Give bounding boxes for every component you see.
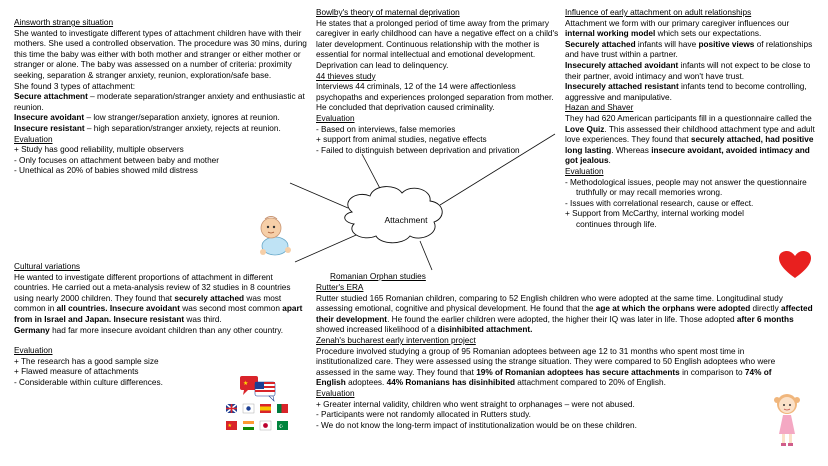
cultural-heading: Cultural variations <box>14 262 81 271</box>
romanian-heading-block <box>330 272 426 283</box>
zenah-heading: Zenah's bucharest early intervention project <box>316 335 476 345</box>
hazan-heading: Hazan and Shaver <box>565 103 634 113</box>
cultural-bold: securely attached <box>174 293 245 303</box>
influence-text: infants tend to become controlling, aggressive and manipulative. <box>565 82 807 102</box>
cultural-text: was third. <box>184 314 222 324</box>
chat-flags-icon <box>238 374 278 404</box>
era-text: Rutter studied 165 Romanian children, comparing to 52 English children who were adopted at the same time. Longitudinal study assessing emotional, cognitive and physical development. He found that the <box>316 293 783 314</box>
ainsworth-heading: Ainsworth strange situation <box>14 18 114 27</box>
ainsworth-eval-heading: Evaluation <box>14 134 53 144</box>
svg-text:★: ★ <box>243 380 249 387</box>
cultural-eval-heading: Evaluation <box>14 346 53 356</box>
secure-text: – moderate separation/stranger anxiety and enthusiastic at reunion. <box>14 92 305 112</box>
hazan-bold: securely attached, had positive long lasting <box>565 135 814 155</box>
romanian-eval-item: - We do not know the long-term impact of institutionalization would be on these children. <box>316 420 637 430</box>
ainsworth-secure <box>14 92 314 113</box>
era-bold: affected their development <box>316 304 813 324</box>
bowlby-body: He states that a prolonged period of time away from the primary caregiver in early childhood can have a negative effect on a child's later development. Continuous relationship with the mother is essential for normal intellectual and emotional development. <box>316 18 559 60</box>
influence-text: infants will have <box>635 39 699 49</box>
zenah-text: attachment compared to 20% of English. <box>515 378 666 388</box>
influence-p2 <box>565 40 815 61</box>
zenah-text: adoptees. <box>345 378 387 388</box>
center-label <box>366 215 446 226</box>
influence-heading: Influence of early attachment on adult relationships <box>565 8 752 17</box>
romanian-eval-heading: Evaluation <box>316 388 355 398</box>
ainsworth-eval-item: - Unethical as 20% of babies showed mild distress <box>14 166 198 176</box>
cultural-bold: Germany <box>14 325 50 335</box>
zenah-bold: 19% of Romanian adoptees has secure attachments <box>476 367 680 377</box>
avoidant-text: – low stranger/separation anxiety, ignores at reunion. <box>84 113 280 123</box>
influence-p1 <box>565 19 815 40</box>
ainsworth-eval-item: - Only focuses on attachment between baby and mother <box>14 155 219 165</box>
hazan-text: . <box>608 156 611 166</box>
influence-eval-item: - Issues with correlational research, cause or effect. <box>565 198 754 208</box>
influence-p4 <box>565 82 815 103</box>
center-label-text: Attachment <box>384 215 428 225</box>
bowlby-eval-item: - Based on interviews, false memories <box>316 124 456 134</box>
influence-bold: Insecurely attached avoidant <box>565 60 679 70</box>
influence-text: which sets our expectations. <box>655 29 762 39</box>
cultural-section <box>14 262 309 389</box>
influence-section <box>565 8 815 230</box>
cultural-text: had far more insecure avoidant children than any other country. <box>49 325 284 335</box>
thieves-body: Interviews 44 criminals, 12 of the 14 were affectionless psychopaths and experiences prolonged separation from mother. He concluded that deprivation caused criminality. <box>316 82 554 113</box>
ainsworth-types-intro: She found 3 types of attachment: <box>14 81 136 91</box>
influence-p3 <box>565 61 815 82</box>
thieves-heading: 44 thieves study <box>316 71 376 81</box>
era-text: directly <box>750 304 781 314</box>
era-text: showed increased likelihood of a <box>316 325 438 335</box>
girl-icon <box>770 390 804 448</box>
resistant-text: – high separation/stranger anxiety, rejects at reunion. <box>84 123 281 133</box>
avoidant-label: Insecure avoidant <box>14 113 85 123</box>
era-bold: after 6 months <box>736 314 794 324</box>
ainsworth-eval-item: + Study has good reliability, multiple observers <box>14 145 184 155</box>
zenah-body <box>316 347 786 389</box>
svg-text:★: ★ <box>227 423 232 429</box>
bowlby-eval-heading: Evaluation <box>316 113 355 123</box>
era-text: . He found the earlier children were adopted, the higher their IQ was later in life. Those adopted <box>387 314 737 324</box>
flags-grid-icon <box>224 403 294 433</box>
era-bold: age at which the orphans were adopted <box>595 304 751 314</box>
influence-text: infants will not expect to be close to their partner, avoid intimacy and won't have trust. <box>565 60 811 81</box>
hazan-text: . Whereas <box>611 145 652 155</box>
era-heading: Rutter's ERA <box>316 283 364 292</box>
ainsworth-section <box>14 18 314 177</box>
zenah-bold: 44% Romanians has disinhibited <box>386 378 515 388</box>
influence-text: of relationships and have trust within a partner. <box>565 39 813 60</box>
cultural-bold: all countries. Insecure avoidant <box>56 304 180 314</box>
influence-bold: internal working model <box>565 29 656 39</box>
romanian-section <box>316 283 816 431</box>
bowlby-line2: Deprivation can lead to delinquency. <box>316 60 449 70</box>
era-bold: disinhibited attachment. <box>437 325 533 335</box>
influence-eval-item: - Methodological issues, people may not answer the questionnaire truthfully or may recall memories wrong. <box>565 177 807 198</box>
resistant-label: Insecure resistant <box>14 123 85 133</box>
hazan-text: . This assessed their childhood attachment type and adult love experiences. They found that <box>565 124 815 145</box>
ainsworth-resistant <box>14 124 314 135</box>
cultural-bold: apart from in Israel and Japan. Insecure resistant <box>14 304 303 324</box>
cultural-body <box>14 273 309 326</box>
hazan-bold: insecure avoidant, avoided intimacy and got jealous <box>565 145 810 166</box>
hazan-body <box>565 114 815 167</box>
era-body <box>316 294 816 336</box>
romanian-eval-item: + Greater internal validity, children who went straight to orphanages – were not abused. <box>316 399 635 409</box>
hazan-text: They had 620 American participants fill in a questionnaire called the <box>565 113 812 123</box>
zenah-text: in comparison to <box>679 367 745 377</box>
influence-eval-item: + Support from McCarthy, internal working model continues through life. <box>565 209 744 229</box>
cultural-text: was second most common <box>179 304 283 314</box>
romanian-eval-item: - Participants were not randomly allocated in Rutters study. <box>316 410 531 420</box>
cultural-text: was most common in <box>14 293 282 314</box>
cultural-eval-item: + Flawed measure of attachments <box>14 367 139 377</box>
zenah-bold: 74% of English <box>316 367 772 388</box>
cultural-germany <box>14 326 309 337</box>
influence-bold: Securely attached <box>565 39 636 49</box>
baby-icon <box>255 212 297 258</box>
secure-label: Secure attachment <box>14 92 88 102</box>
influence-bold: positive views <box>698 39 755 49</box>
zenah-text: Procedure involved studying a group of 95 Romanian adoptees between age 12 to 31 months who spent most time in institutionalized care. They were assessed using the strange situation. They were compared to 50 English adoptees who were assessed in the same way. They found that <box>316 346 776 377</box>
bowlby-eval-item: + support from animal studies, negative effects <box>316 135 487 145</box>
svg-text:☪: ☪ <box>279 424 284 430</box>
bowlby-eval-item: - Failed to distinguish between deprivation and privation <box>316 145 520 155</box>
cultural-eval-item: + The research has a good sample size <box>14 356 159 366</box>
influence-eval-heading: Evaluation <box>565 166 604 176</box>
influence-text: Attachment we form with our primary caregiver influences our <box>565 18 790 28</box>
romanian-heading: Romanian Orphan studies <box>330 272 426 281</box>
cultural-text: He wanted to investigate different proportions of attachment in different countries. He carried out a meta-analysis review of 32 studies in 8 countries using nearly 2000 children. They found that <box>14 272 291 303</box>
cultural-eval-item: - Considerable within culture differences. <box>14 377 163 387</box>
heart-icon <box>778 250 812 280</box>
ainsworth-avoidant <box>14 113 314 124</box>
ainsworth-body: She wanted to investigate different types of attachment children have with their mothers. She used a controlled observation. The procedure was 30 mins, during this time the baby was either with both mother and stranger or either mother or stranger or alone. The baby was assessed on a number of criteria: proximity seeking, separation & stranger anxiety, reunion, exploration/safe base. <box>14 28 307 80</box>
influence-bold: Insecurely attached resistant <box>565 82 679 92</box>
bowlby-section <box>316 8 561 156</box>
hazan-bold: Love Quiz <box>565 124 605 134</box>
bowlby-heading: Bowlby's theory of maternal deprivation <box>316 8 460 17</box>
